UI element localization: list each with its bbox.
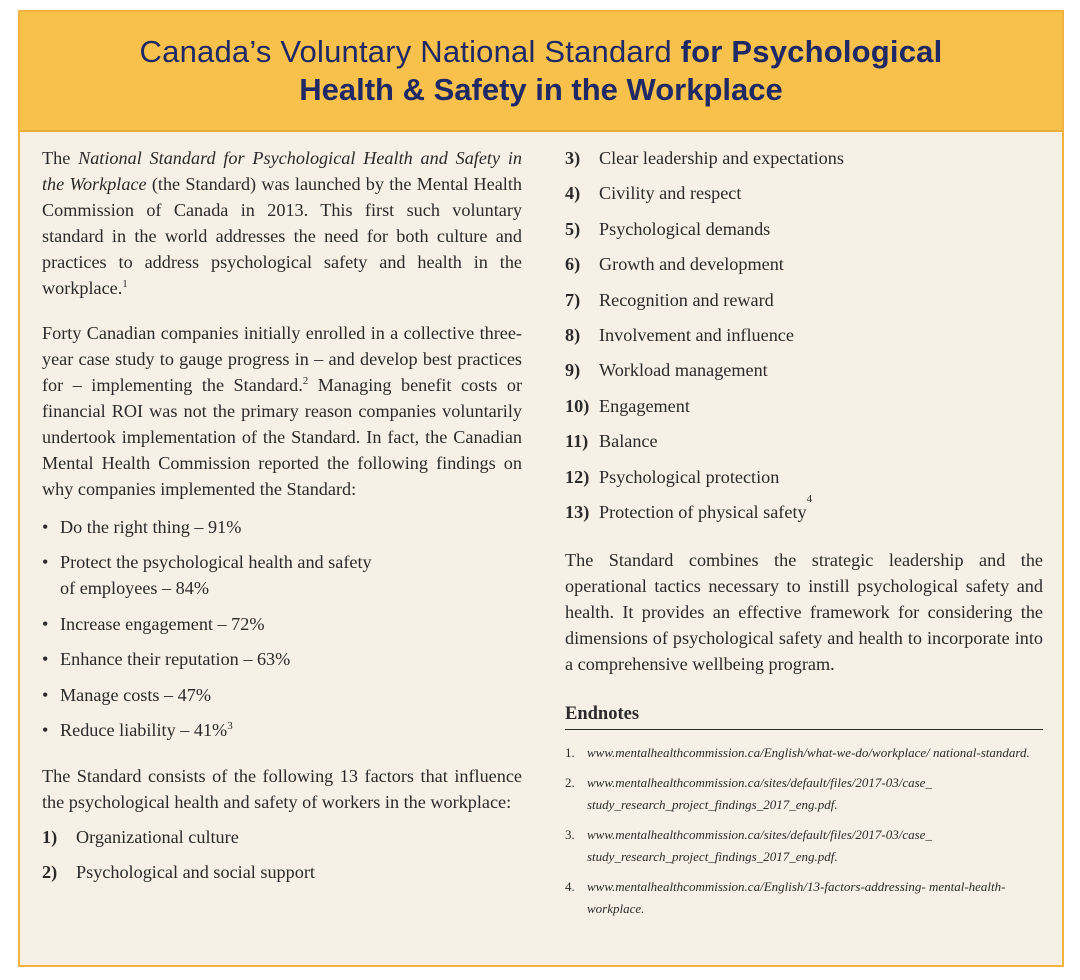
footnote-ref: 4: [806, 492, 813, 505]
footnote-ref: 1: [122, 278, 128, 290]
factor-item: 9) Workload management: [565, 360, 768, 381]
factor-item: 1) Organizational culture: [42, 826, 239, 847]
article-frame: [18, 10, 1064, 967]
title-line-2: Health & Safety in the Workplace: [299, 72, 783, 107]
intro-p2: Forty Canadian companies initially enrolled in a collective three-year case study to gauge progress in – and develop best practices for – implementing the Standard.: [42, 323, 522, 395]
factor-item: 6) Growth and development: [565, 254, 784, 275]
endnote-item: 2. www.mentalhealthcommission.ca/sites/default/files/2017-03/case_ study_research_project_findings_2017_eng.pdf.: [565, 772, 1043, 816]
factor-item: 5) Psychological demands: [565, 218, 771, 239]
factors-list-right: [565, 145, 1043, 525]
endnote-item: 3. www.mentalhealthcommission.ca/sites/default/files/2017-03/case_ study_research_project_findings_2017_eng.pdf.: [565, 824, 1043, 868]
factor-item: 4) Civility and respect: [565, 183, 742, 204]
finding-item: • Reduce liability – 41%$^3$: [42, 717, 522, 743]
intro-paragraph-1: [42, 145, 522, 301]
factor-item: 7) Recognition and reward: [565, 289, 774, 310]
factor-item: 2) Psychological and social support: [42, 862, 315, 883]
standard-title: National Standard for Psychological Health and Safety in the Workplace: [42, 148, 522, 194]
intro-p2-rest: Managing benefit costs or financial ROI was not the primary reason companies voluntarily undertook implementation of the Standard. In fact, the Canadian Mental Health Commission reported the following findings on why companies implemented the Standard:: [42, 375, 523, 499]
intro-p1-start: The: [42, 148, 79, 168]
intro-p1-rest: (the Standard) was launched by the Mental Health Commission of Canada in 2013. This first such voluntary standard in the world addresses the need for both culture and practices to address psychological safety and health in the workplace.: [42, 174, 522, 298]
factor-item: 8) Involvement and influence: [565, 324, 794, 345]
factors-intro: The Standard consists of the following 13 factors that influence the psychological health and safety of workers in the workplace:: [42, 765, 522, 812]
title-line-1: [140, 33, 943, 71]
endnote-link[interactable]: www.mentalhealthcommission.ca/English/13-factors-addressing- mental-health-workplace.: [587, 878, 1006, 916]
factor-item: 13) Protection of physical safety 4: [565, 499, 1043, 525]
title-bold-part-1: for Psychological: [680, 34, 943, 69]
factor-item: 10) Engagement: [565, 395, 690, 416]
endnote-link[interactable]: www.mentalhealthcommission.ca/sites/default/files/2017-03/case_ study_research_project_findings_2017_eng.pdf.: [587, 826, 932, 864]
finding-item: • Enhance their reputation – 63%: [42, 646, 522, 672]
endnote-link[interactable]: www.mentalhealthcommission.ca/sites/default/files/2017-03/case_ study_research_project_findings_2017_eng.pdf.: [587, 774, 932, 812]
finding-item: • Do the right thing – 91%: [42, 514, 522, 540]
findings-list: [42, 514, 522, 743]
endnote-item: 4. www.mentalhealthcommission.ca/English/13-factors-addressing- mental-health-workplace.: [565, 876, 1043, 920]
endnote-item: 1. www.mentalhealthcommission.ca/English/what-we-do/workplace/ national-standard.: [565, 742, 1043, 764]
finding-item: • Manage costs – 47%: [42, 682, 522, 708]
endnotes-heading: Endnotes: [565, 701, 1043, 730]
intro-paragraph-2: [42, 320, 522, 502]
factors-list-left: [42, 824, 522, 885]
summary-paragraph: The Standard combines the strategic leadership and the operational tactics necessary to instill psychological safety and health. It provides an effective framework for considering the dimensions of psychological safety and health to incorporate into a comprehensive wellbeing program.: [565, 549, 1043, 674]
factor-item: 3) Clear leadership and expectations: [565, 148, 844, 168]
endnote-link[interactable]: www.mentalhealthcommission.ca/English/what-we-do/workplace/ national-standard.: [587, 744, 1030, 760]
right-column: [565, 145, 1043, 928]
finding-item: • Increase engagement – 72%: [42, 611, 522, 637]
endnotes-list: [565, 742, 1043, 920]
footnote-ref: 3: [227, 719, 233, 732]
title-regular: Canada’s Voluntary National Standard: [139, 34, 672, 69]
factor-item: 11) Balance: [565, 431, 658, 452]
left-column: [42, 145, 522, 895]
footnote-ref: 2: [302, 375, 309, 387]
article-header: [20, 12, 1062, 132]
factor-item: 12) Psychological protection: [565, 466, 780, 487]
finding-item: • Protect the psychological health and safety of employees – 84%: [42, 549, 522, 601]
